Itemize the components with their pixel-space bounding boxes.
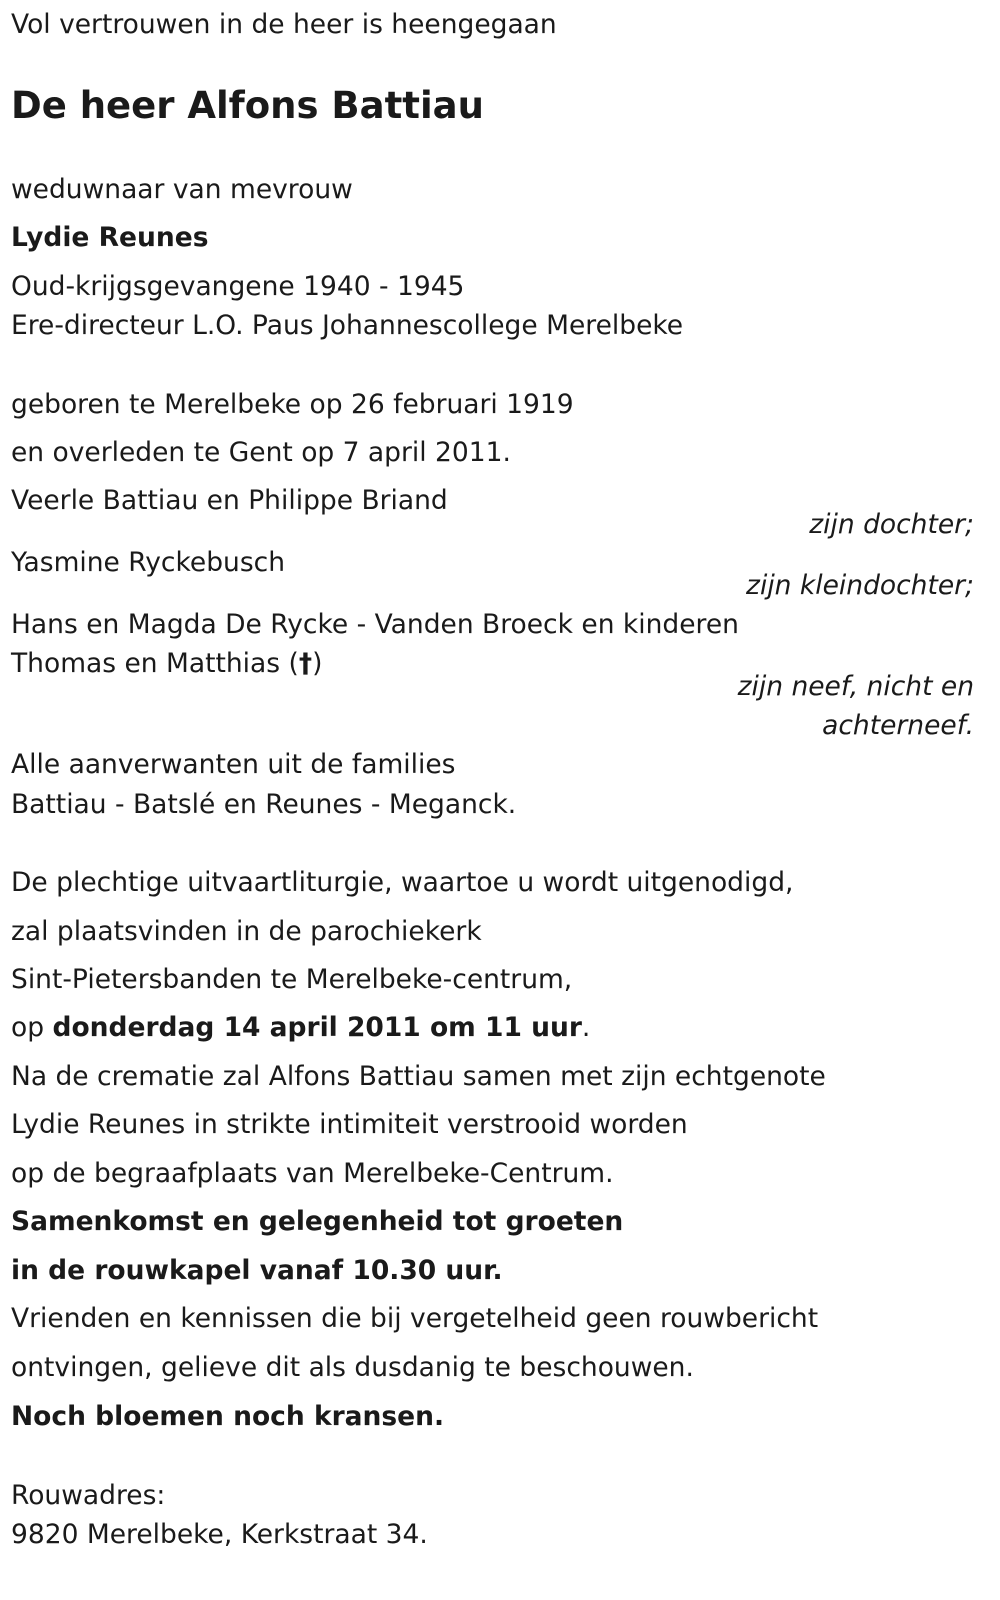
gathering-line-1: Samenkomst en gelegenheid tot groeten — [11, 1206, 624, 1237]
ceremony-line-3: Sint-Pietersbanden te Merelbeke-centrum, — [11, 964, 573, 995]
friends-line-1: Vrienden en kennissen die bij vergetelheid geen rouwbericht — [11, 1303, 819, 1334]
friends-line-2: ontvingen, gelieve dit als dusdanig te beschouwen. — [11, 1352, 694, 1383]
intro-text: Vol vertrouwen in de heer is heengegaan — [11, 9, 557, 40]
nephew-relation-line-1: zijn neef, nicht en — [737, 671, 974, 702]
address-label: Rouwadres: — [11, 1480, 166, 1511]
relatives-line-1: Alle aanverwanten uit de families — [11, 749, 456, 780]
ceremony-line-2: zal plaatsvinden in de parochiekerk — [11, 916, 482, 947]
spouse-label: weduwnaar van mevrouw — [11, 174, 353, 205]
ceremony-date-suffix: . — [581, 1012, 591, 1043]
granddaughter-relation: zijn kleindochter; — [746, 570, 974, 601]
cross-icon: † — [298, 648, 313, 679]
birth-line: geboren te Merelbeke op 26 februari 1919 — [11, 389, 574, 420]
relatives-line-2: Battiau - Batslé en Reunes - Meganck. — [11, 789, 517, 820]
ceremony-date-prefix: op — [11, 1012, 53, 1043]
daughter-names: Veerle Battiau en Philippe Briand — [11, 485, 448, 516]
deceased-name: De heer Alfons Battiau — [11, 84, 484, 127]
nephew-line-1: Hans en Magda De Rycke - Vanden Broeck en kinderen — [11, 609, 739, 640]
title-director: Ere-directeur L.O. Paus Johannescollege Merelbeke — [11, 310, 684, 341]
ceremony-line-1: De plechtige uitvaartliturgie, waartoe u wordt uitgenodigd, — [11, 867, 794, 898]
nephew-relation-line-2: achterneef. — [822, 710, 974, 741]
flowers-notice: Noch bloemen noch kransen. — [11, 1401, 445, 1432]
cremation-line-1: Na de crematie zal Alfons Battiau samen met zijn echtgenote — [11, 1061, 826, 1092]
spouse-name: Lydie Reunes — [11, 222, 209, 253]
cremation-line-2: Lydie Reunes in strikte intimiteit verstrooid worden — [11, 1109, 688, 1140]
nephew-line-2-prefix: Thomas en Matthias ( — [11, 648, 299, 679]
granddaughter-name: Yasmine Ryckebusch — [11, 547, 285, 578]
ceremony-date: donderdag 14 april 2011 om 11 uur — [52, 1012, 582, 1043]
ceremony-date-line — [11, 1008, 590, 1048]
title-pow: Oud-krijgsgevangene 1940 - 1945 — [11, 271, 465, 302]
nephew-line-2-suffix: ) — [312, 648, 323, 679]
cremation-line-3: op de begraafplaats van Merelbeke-Centrum. — [11, 1158, 614, 1189]
daughter-relation: zijn dochter; — [809, 509, 974, 540]
nephew-line-2 — [11, 644, 322, 684]
address-value: 9820 Merelbeke, Kerkstraat 34. — [11, 1519, 428, 1550]
gathering-line-2: in de rouwkapel vanaf 10.30 uur. — [11, 1255, 503, 1286]
death-line: en overleden te Gent op 7 april 2011. — [11, 437, 511, 468]
